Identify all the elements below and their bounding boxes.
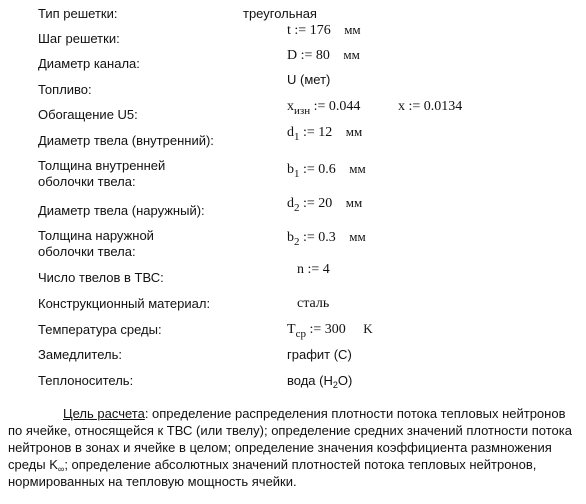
lattice-pitch-formula — [287, 22, 361, 39]
rods-count-formula — [297, 262, 330, 278]
d2-num: 20 — [318, 196, 333, 211]
b1-num: 0.6 — [318, 162, 336, 177]
purpose-text-post: ; определение абсолютных значений плотностей потока тепловых нейтронов, нормированных на тепловую мощность ячейки. — [8, 457, 537, 489]
tcp-num: 300 — [324, 322, 346, 337]
x-formula — [398, 99, 462, 115]
d1-unit: мм — [345, 124, 363, 139]
x-num: 0.0134 — [423, 99, 463, 114]
coolant-value — [287, 373, 352, 389]
d1-sub: 1 — [294, 131, 300, 143]
channel-diameter-var: D — [287, 48, 298, 63]
coolant-value-pre: вода (H — [287, 373, 333, 388]
lattice-pitch-label: Шаг решетки: — [38, 31, 120, 46]
inner-clad-label-line1: Толщина внутренней — [38, 158, 166, 173]
d1-op: := — [303, 125, 315, 140]
b2-sub: 2 — [294, 236, 300, 248]
enrichment-label: Обогащение U5: — [38, 107, 138, 122]
d2-op: := — [303, 196, 315, 211]
b1-op: := — [303, 162, 315, 177]
inner-clad-label-line2: оболочки твела: — [38, 174, 136, 189]
moderator-label: Замедлитель: — [38, 347, 122, 362]
d2-var: d — [287, 196, 294, 211]
fuel-value: U (мет) — [287, 72, 331, 87]
lattice-pitch-var: t — [287, 23, 291, 38]
tcp-op: := — [309, 322, 322, 337]
purpose-text-pre: : определение распределения плотности потока тепловых нейтронов по ячейке, относящейся к ТВС (или твелу); определение средних значений плотности потока нейтронов в зонах и ячейке в целом; определение значения коэффициента размножения среды K — [8, 406, 572, 472]
d2-unit: мм — [345, 195, 363, 210]
x-var: x — [398, 99, 405, 114]
channel-diameter-op: := — [300, 48, 313, 63]
moderator-value: графит (C) — [287, 347, 352, 362]
purpose-paragraph — [8, 405, 578, 490]
enrichment-formula — [287, 99, 360, 115]
lattice-pitch-unit: мм — [344, 22, 361, 37]
lattice-pitch-op: := — [294, 23, 307, 38]
coolant-value-sub: 2 — [332, 380, 338, 390]
b2-var: b — [287, 230, 294, 245]
n-var: n — [297, 262, 304, 277]
outer-clad-label-line1: Толщина наружной — [38, 228, 154, 243]
x-op: := — [408, 99, 421, 114]
structural-material-value: сталь — [297, 296, 330, 311]
coolant-label: Теплоноситель: — [38, 373, 134, 388]
rods-count-label: Число твелов в ТВС: — [38, 270, 164, 285]
b2-unit: мм — [349, 229, 366, 244]
tcp-unit: K — [363, 321, 373, 336]
channel-diameter-label: Диаметр канала: — [38, 56, 140, 71]
d1-var: d — [287, 125, 294, 140]
b2-num: 0.3 — [318, 230, 336, 245]
outer-clad-label-line2: оболочки твела: — [38, 244, 136, 259]
b2-op: := — [303, 230, 315, 245]
b1-sub: 1 — [294, 168, 300, 180]
channel-diameter-formula — [287, 47, 360, 64]
rod-outer-diameter-formula — [287, 195, 362, 212]
lattice-pitch-num: 176 — [309, 23, 331, 38]
n-num: 4 — [322, 262, 330, 277]
b1-unit: мм — [349, 161, 366, 176]
tcp-var: T — [287, 322, 296, 337]
rod-outer-diameter-label: Диаметр твела (наружный): — [38, 203, 205, 218]
n-op: := — [307, 262, 320, 277]
structural-material-label: Конструкционный материал: — [38, 296, 211, 311]
rod-inner-diameter-label: Диаметр твела (внутренний): — [38, 133, 214, 148]
medium-temperature-formula — [287, 321, 373, 338]
d1-num: 12 — [318, 125, 333, 140]
lattice-type-value: треугольная — [243, 6, 317, 21]
enrichment-var: x — [287, 99, 294, 114]
enrichment-op: := — [313, 99, 326, 114]
outer-clad-formula — [287, 229, 366, 246]
enrichment-var-sub: изн — [294, 105, 311, 117]
channel-diameter-unit: мм — [343, 47, 360, 62]
medium-temperature-label: Температура среды: — [38, 322, 162, 337]
b1-var: b — [287, 162, 294, 177]
d2-sub: 2 — [294, 202, 300, 214]
lattice-type-label: Тип решетки: — [38, 6, 118, 21]
inner-clad-formula — [287, 161, 366, 178]
enrichment-num: 0.044 — [328, 99, 361, 114]
fuel-label: Топливо: — [38, 82, 92, 97]
channel-diameter-num: 80 — [315, 48, 330, 63]
purpose-k-sub: ∞ — [57, 464, 65, 474]
purpose-heading: Цель расчета — [63, 406, 145, 421]
tcp-sub: ср — [295, 328, 306, 340]
rod-inner-diameter-formula — [287, 124, 362, 141]
coolant-value-post: O) — [337, 373, 353, 388]
